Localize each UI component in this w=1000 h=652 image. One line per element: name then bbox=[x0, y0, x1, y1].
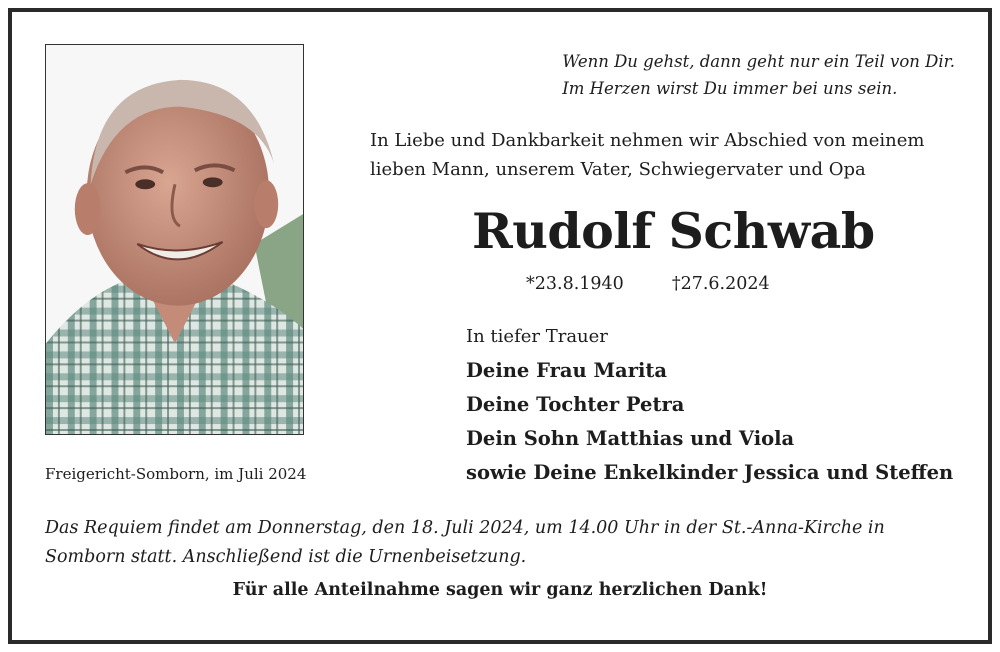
thanks-line: Für alle Anteilnahme sagen wir ganz herzlichen Dank! bbox=[232, 580, 768, 600]
quote-line-1: Wenn Du gehst, dann geht nur ein Teil von Dir. bbox=[562, 52, 955, 71]
life-dates bbox=[526, 274, 770, 294]
portrait-photo-icon bbox=[46, 45, 303, 434]
mourner-item: sowie Deine Enkelkinder Jessica und Steffen bbox=[466, 461, 954, 484]
mourners-list bbox=[466, 354, 953, 490]
mourner-item: Deine Frau Marita bbox=[466, 359, 668, 382]
place-date: Freigericht-Somborn, im Juli 2024 bbox=[45, 465, 307, 483]
requiem-notice: Das Requiem findet am Donnerstag, den 18. Juli 2024, um 14.00 Uhr in der St.-Anna-Kirche in Somborn statt. Anschließend ist die Urnenbeisetzung. bbox=[45, 518, 885, 567]
deceased-name: Rudolf Schwab bbox=[472, 202, 875, 260]
mourner-item: Dein Sohn Matthias und Viola bbox=[466, 427, 795, 450]
birth-date: *23.8.1940 bbox=[526, 274, 624, 294]
memorial-quote bbox=[562, 48, 955, 102]
intro-line-1: In Liebe und Dankbarkeit nehmen wir Abschied von meinem bbox=[370, 130, 925, 151]
intro-line-2: lieben Mann, unserem Vater, Schwiegervater und Opa bbox=[370, 159, 866, 180]
quote-line-2: Im Herzen wirst Du immer bei uns sein. bbox=[562, 79, 898, 98]
mourner-item: Deine Tochter Petra bbox=[466, 393, 685, 416]
portrait-photo bbox=[45, 44, 304, 435]
mourning-label: In tiefer Trauer bbox=[466, 326, 608, 347]
death-date: †27.6.2024 bbox=[671, 274, 770, 294]
farewell-intro bbox=[370, 126, 924, 184]
